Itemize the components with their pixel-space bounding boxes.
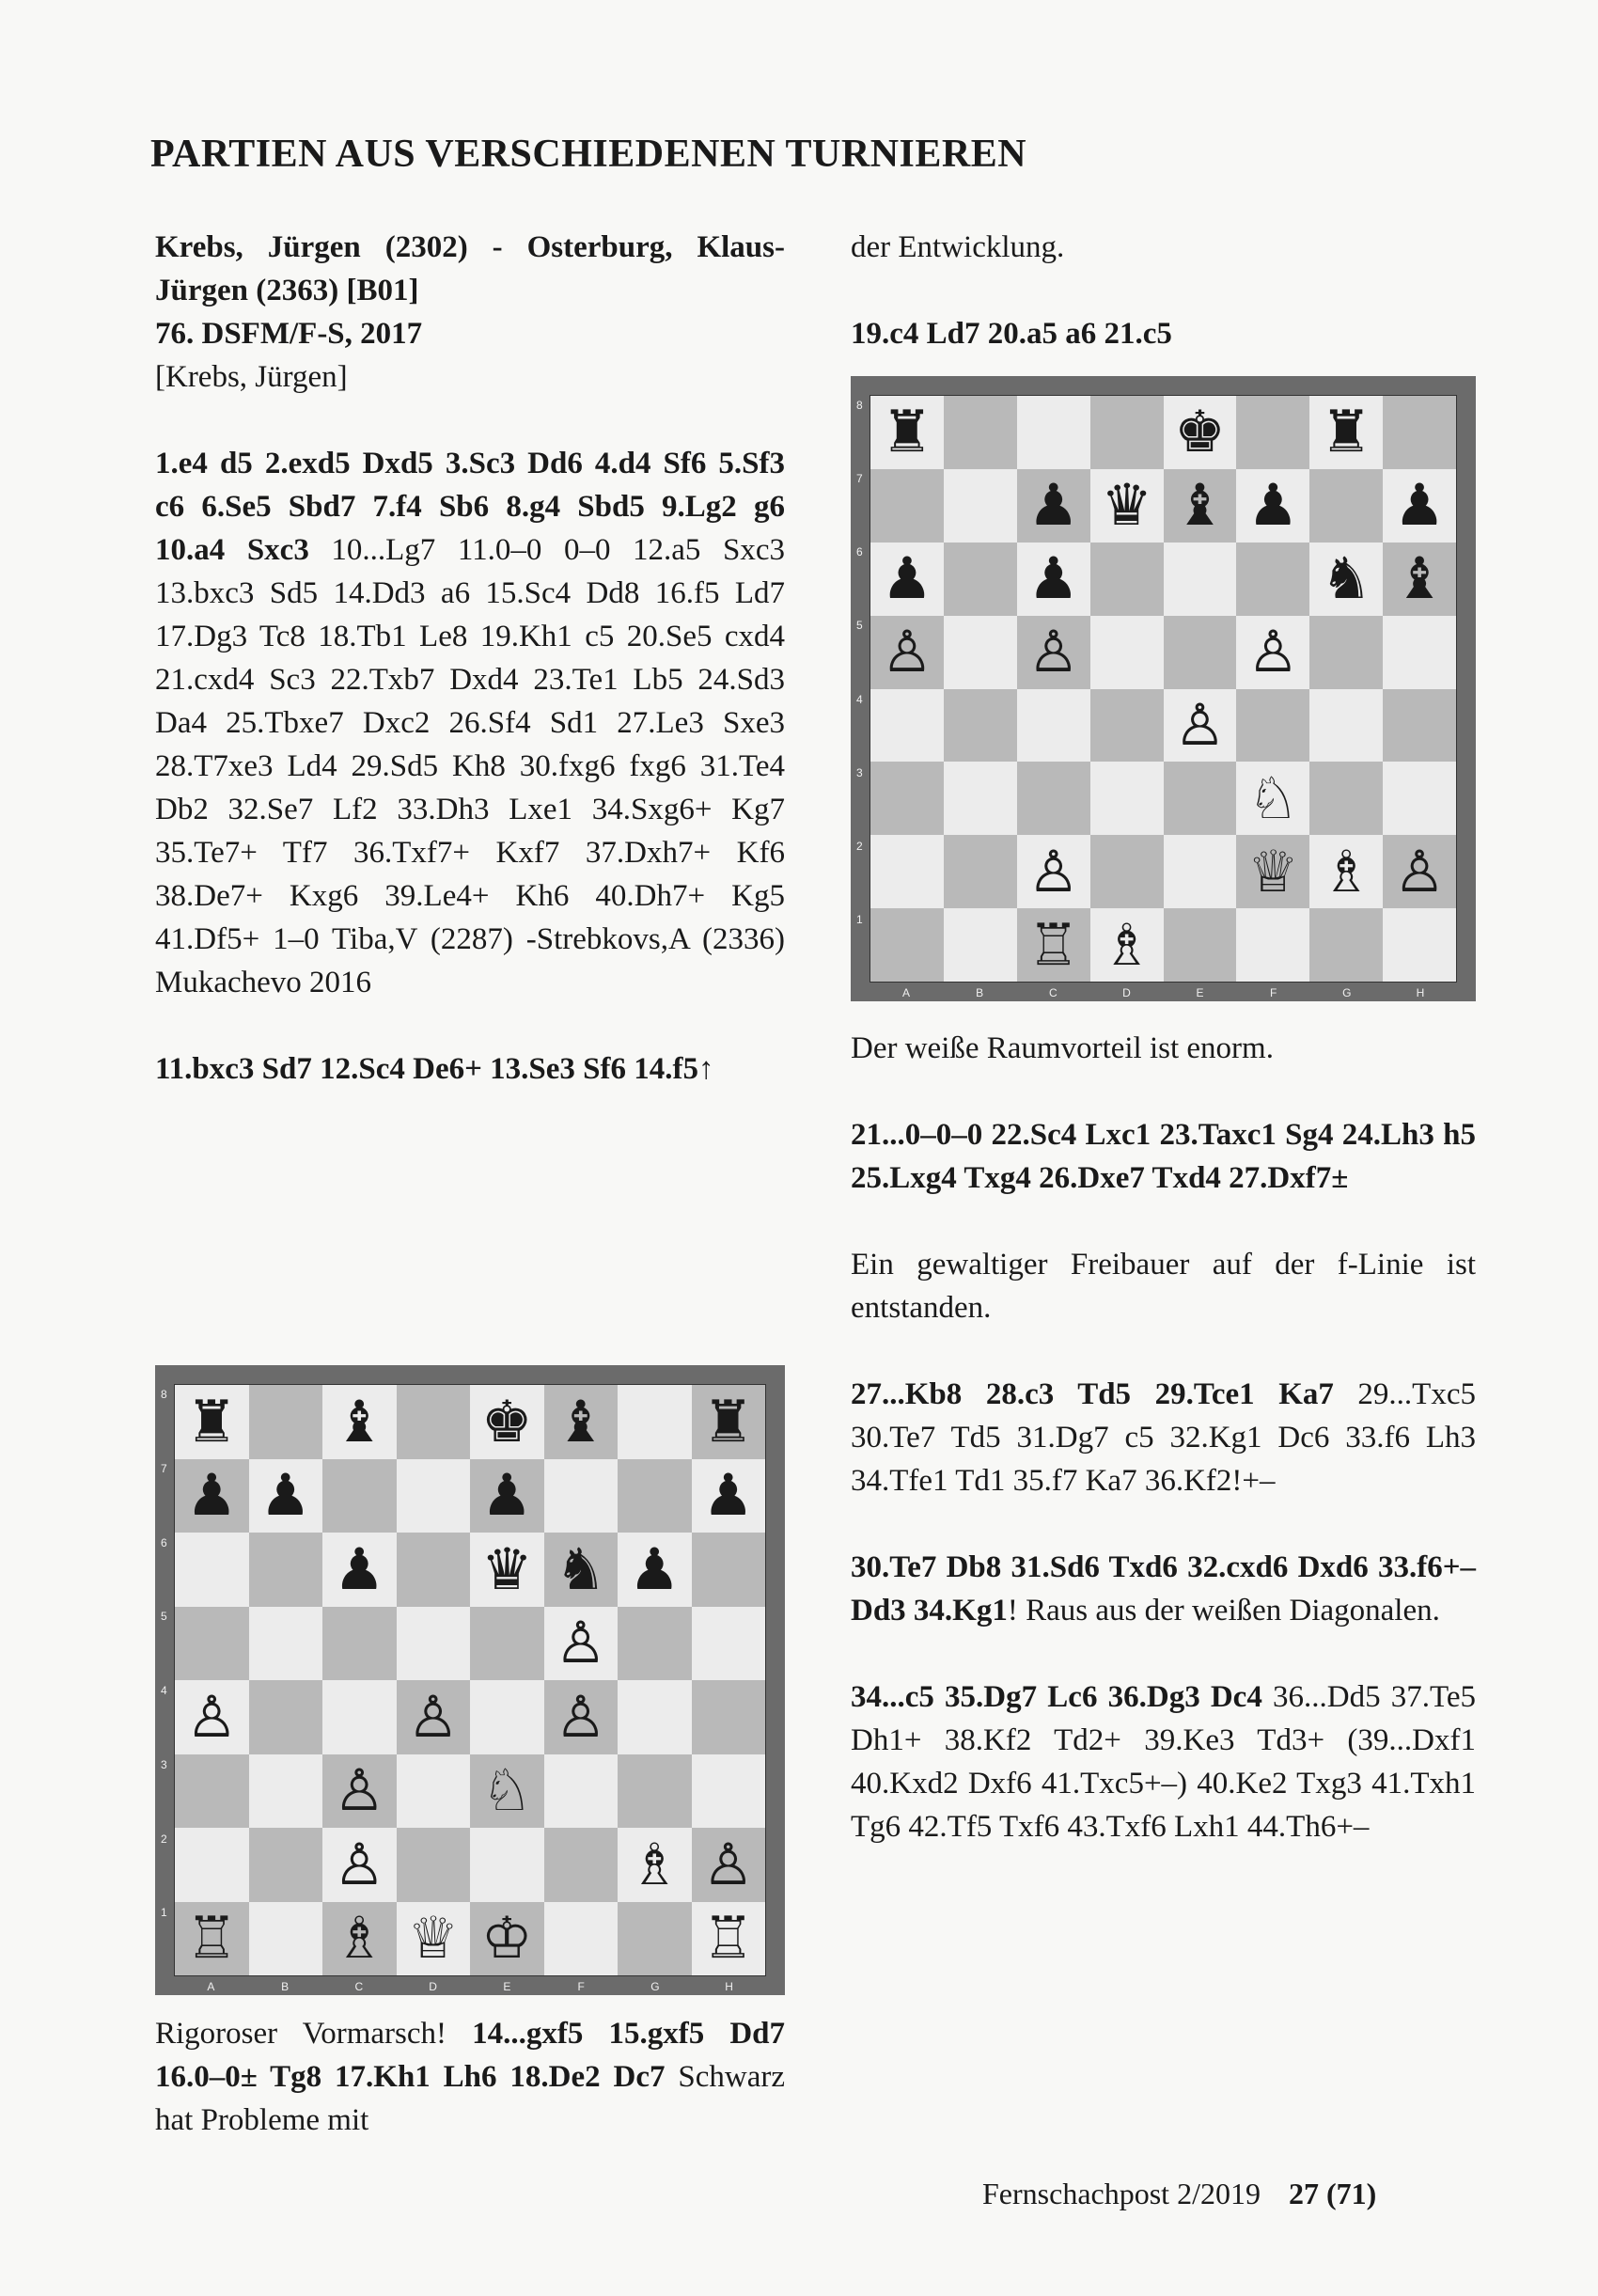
square-h5 [1383,616,1456,689]
white-pawn-icon: ♙ [1027,619,1080,686]
square-d8 [1090,396,1164,469]
square-b8 [944,396,1017,469]
file-label: D [1122,986,1131,999]
square-b4 [249,1680,323,1754]
square-h8 [1383,396,1456,469]
black-bishop-icon: ♝ [333,1388,385,1455]
square-b6 [944,543,1017,616]
square-f4 [1236,689,1309,763]
white-bishop-icon: ♗ [1320,838,1372,905]
white-rook-icon: ♖ [1027,911,1080,979]
square-b3 [944,762,1017,835]
moves-6-bold: 30.Te7 Db8 31.Sd6 Txd6 32.cxd6 Dxd6 33.f6+– Dd3 34.Kg1 [851,1550,1476,1628]
square-h7 [1383,469,1456,543]
comment-text-2: Schwarz hat Probleme mit [155,2060,785,2137]
square-a2 [870,835,944,908]
square-a8 [870,396,944,469]
rank-label: 3 [161,1757,167,1771]
rank-label: 5 [161,1610,167,1624]
square-c6 [322,1533,397,1607]
square-a2 [175,1828,249,1902]
square-d1 [1090,908,1164,982]
square-c8 [322,1385,397,1459]
square-a3 [175,1754,249,1829]
square-b2 [249,1828,323,1902]
square-e8 [470,1385,544,1459]
square-h2 [1383,835,1456,908]
square-e4 [470,1680,544,1754]
file-label: A [207,1980,215,1993]
square-c1 [1017,908,1090,982]
white-pawn-icon: ♙ [185,1683,238,1751]
rank-label: 1 [161,1906,167,1920]
square-a1 [175,1902,249,1976]
square-a6 [175,1533,249,1607]
right-column-top [851,226,1476,355]
square-b3 [249,1754,323,1829]
square-c6 [1017,543,1090,616]
rank-label: 4 [161,1684,167,1697]
file-label: B [281,1980,290,1993]
file-label: D [429,1980,437,1993]
black-queen-icon: ♛ [480,1535,533,1603]
square-a5 [870,616,944,689]
square-d5 [397,1607,471,1681]
square-a5 [175,1607,249,1681]
file-label: A [902,986,911,999]
black-king-icon: ♚ [480,1388,533,1455]
square-b5 [249,1607,323,1681]
moves-variation: 10...Lg7 11.0–0 0–0 12.a5 Sxc3 13.bxc3 Sd5 14.Dd3 a6 15.Sc4 Dd8 16.f5 Ld7 17.Dg3 Tc8 18.Tb1 Le8 19.Kh1 c5 20.Se5 cxd4 21.cxd4 Sc3 22.Txb7 Dxd4 23.Te1 Lb5 24.Sd3 Da4 25.Tbxe7 Dxc2 26.Sf4 Sd1 27.Le3 Sxe3 28.T7xe3 Ld4 29.Sd5 Kh8 30.fxg6 fxg6 31.Te4 Db2 32.Se7 Lf2 33.Dh3 Lxe1 34.Sxg6+ Kg7 35.Te7+ Tf7 36.Txf7+ Kxf7 37.Dxh7+ Kf6 38.De7+ Kxg6 39.Le4+ Kh6 40.Dh7+ Kg5 41.Df5+ 1–0 Tiba,V (2287) -Strebkovs,A (2336) Mukachevo 2016 [155,533,785,999]
square-e4 [1164,689,1237,763]
black-rook-icon: ♜ [881,399,933,466]
continuation: der Entwicklung. [851,230,1065,264]
square-d8 [397,1385,471,1459]
white-pawn-icon: ♙ [333,1757,385,1825]
page-heading: PARTIEN AUS VERSCHIEDENEN TURNIEREN [150,133,1027,176]
square-f5 [1236,616,1309,689]
square-g7 [618,1459,692,1533]
white-bishop-icon: ♗ [1101,911,1152,979]
square-f3 [544,1754,619,1829]
file-label: E [503,1980,511,1993]
square-f5 [544,1607,619,1681]
black-pawn-icon: ♟ [702,1462,755,1530]
square-d1 [397,1902,471,1976]
rank-label: 6 [856,545,863,559]
black-pawn-icon: ♟ [1027,545,1080,613]
comment-text: Rigoroser Vormarsch! [155,2017,473,2051]
board-grid [174,1384,766,1976]
page-number: 27 (71) [1288,2177,1377,2210]
moves-2: 11.bxc3 Sd7 12.Sc4 De6+ 13.Se3 Sf6 14.f5↑ [155,1052,714,1086]
file-label: C [354,1980,364,1993]
square-g7 [1309,469,1383,543]
square-h5 [692,1607,766,1681]
square-g4 [1309,689,1383,763]
journal-name: Fernschachpost 2/2019 [982,2177,1261,2210]
square-g1 [1309,908,1383,982]
square-e2 [470,1828,544,1902]
white-knight-icon: ♘ [1246,764,1299,832]
moves-6 [851,1546,1476,1632]
square-h1 [692,1902,766,1976]
square-g8 [618,1385,692,1459]
square-g2 [1309,835,1383,908]
square-g5 [1309,616,1383,689]
square-b1 [944,908,1017,982]
moves-3: 19.c4 Ld7 20.a5 a6 21.c5 [851,317,1172,351]
moves-5-variation: 29...Txc5 30.Te7 Td5 31.Dg7 c5 32.Kg1 Dc6 33.f6 Lh3 34.Tfe1 Td1 35.f7 Ka7 36.Kf2!+– [851,1377,1476,1498]
black-queen-icon: ♛ [1101,472,1152,540]
square-d3 [1090,762,1164,835]
white-pawn-icon: ♙ [702,1831,755,1898]
square-h6 [692,1533,766,1607]
moves-4: 21...0–0–0 22.Sc4 Lxc1 23.Taxc1 Sg4 24.Lh3 h5 25.Lxg4 Txg4 26.Dxe7 Txd4 27.Dxf7± [851,1118,1476,1195]
white-pawn-icon: ♙ [1246,619,1299,686]
rank-label: 6 [161,1535,167,1549]
square-h4 [1383,689,1456,763]
comment-1 [155,2012,785,2142]
square-b1 [249,1902,323,1976]
moves-bold: 1.e4 d5 2.exd5 Dxd5 3.Sc3 Dd6 4.d4 Sf6 5.Sf3 c6 6.Se5 Sbd7 7.f4 Sb6 8.g4 Sbd5 9.Lg2 g6 10.a4 Sxc3 [155,447,785,567]
square-f4 [544,1680,619,1754]
rank-label: 8 [856,399,863,412]
square-h4 [692,1680,766,1754]
file-label: C [1048,986,1058,999]
square-a6 [870,543,944,616]
black-pawn-icon: ♟ [1027,472,1080,540]
white-rook-icon: ♖ [185,1905,238,1973]
square-a1 [870,908,944,982]
square-a7 [870,469,944,543]
square-a4 [175,1680,249,1754]
square-d4 [397,1680,471,1754]
square-e8 [1164,396,1237,469]
square-b2 [944,835,1017,908]
square-f2 [544,1828,619,1902]
square-d7 [1090,469,1164,543]
rank-label: 2 [161,1832,167,1846]
square-e6 [1164,543,1237,616]
white-pawn-icon: ♙ [1393,838,1446,905]
square-c5 [1017,616,1090,689]
square-c4 [322,1680,397,1754]
file-label: F [1270,986,1277,999]
white-queen-icon: ♕ [407,1905,460,1973]
square-f6 [1236,543,1309,616]
square-b7 [944,469,1017,543]
black-pawn-icon: ♟ [259,1462,312,1530]
square-g4 [618,1680,692,1754]
white-pawn-icon: ♙ [881,619,933,686]
square-e6 [470,1533,544,1607]
square-b6 [249,1533,323,1607]
rank-label: 8 [161,1388,167,1401]
square-g2 [618,1828,692,1902]
square-c4 [1017,689,1090,763]
square-f2 [1236,835,1309,908]
white-king-icon: ♔ [480,1905,533,1973]
square-c3 [322,1754,397,1829]
square-g3 [618,1754,692,1829]
white-pawn-icon: ♙ [555,1610,607,1677]
left-column [155,226,785,1091]
white-pawn-icon: ♙ [333,1831,385,1898]
square-f1 [1236,908,1309,982]
black-pawn-icon: ♟ [333,1535,385,1603]
comment-2: Ein gewaltiger Freibauer auf der f-Linie ist entstanden. [851,1248,1476,1325]
rank-label: 4 [856,692,863,706]
square-c7 [1017,469,1090,543]
square-g6 [618,1533,692,1607]
white-bishop-icon: ♗ [333,1905,385,1973]
white-pawn-icon: ♙ [555,1683,607,1751]
rank-label: 1 [856,912,863,926]
black-knight-icon: ♞ [555,1535,607,1603]
black-knight-icon: ♞ [1320,545,1372,613]
black-pawn-icon: ♟ [480,1462,533,1530]
black-bishop-icon: ♝ [1174,472,1226,540]
square-h8 [692,1385,766,1459]
square-b4 [944,689,1017,763]
square-d6 [397,1533,471,1607]
square-f3 [1236,762,1309,835]
white-pawn-icon: ♙ [1027,838,1080,905]
square-e1 [1164,908,1237,982]
square-b5 [944,616,1017,689]
square-g5 [618,1607,692,1681]
square-f7 [544,1459,619,1533]
file-label: G [1342,986,1352,999]
moves-5-bold: 27...Kb8 28.c3 Td5 29.Tce1 Ka7 [851,1377,1334,1411]
square-h6 [1383,543,1456,616]
square-h1 [1383,908,1456,982]
file-labels [870,986,1457,999]
black-pawn-icon: ♟ [881,545,933,613]
black-pawn-icon: ♟ [628,1535,681,1603]
black-pawn-icon: ♟ [1393,472,1446,540]
black-king-icon: ♚ [1174,399,1226,466]
file-label: H [725,1980,733,1993]
chess-diagram-2 [851,376,1476,1001]
moves-bold-3: 14...gxf5 15.gxf5 Dd7 16.0–0± Tg8 17.Kh1 Lh6 18.De2 Dc7 [155,2017,785,2094]
white-pawn-icon: ♙ [407,1683,460,1751]
game-header: Krebs, Jürgen (2302) - Osterburg, Klaus-Jürgen (2363) [B01] [155,230,785,307]
black-bishop-icon: ♝ [555,1388,607,1455]
white-rook-icon: ♖ [702,1905,755,1973]
square-d5 [1090,616,1164,689]
square-h7 [692,1459,766,1533]
event-line: 76. DSFM/F-S, 2017 [155,317,423,351]
black-bishop-icon: ♝ [1393,545,1446,613]
file-label: G [650,1980,660,1993]
square-g1 [618,1902,692,1976]
moves-7-bold: 34...c5 35.Dg7 Lc6 36.Dg3 Dc4 [851,1680,1262,1714]
square-h2 [692,1828,766,1902]
moves-6-comment: ! Raus aus der weißen Diagonalen. [1007,1594,1440,1628]
moves-5 [851,1373,1476,1502]
square-c1 [322,1902,397,1976]
square-e5 [470,1607,544,1681]
square-e1 [470,1902,544,1976]
square-e2 [1164,835,1237,908]
square-f8 [1236,396,1309,469]
square-a4 [870,689,944,763]
file-label: H [1416,986,1425,999]
square-d2 [1090,835,1164,908]
page-footer [982,2177,1376,2211]
square-d6 [1090,543,1164,616]
file-label: F [577,1980,585,1993]
square-c3 [1017,762,1090,835]
black-pawn-icon: ♟ [1246,472,1299,540]
white-pawn-icon: ♙ [1174,691,1226,759]
moves-7 [851,1675,1476,1848]
square-a7 [175,1459,249,1533]
square-a3 [870,762,944,835]
square-d7 [397,1459,471,1533]
white-bishop-icon: ♗ [628,1831,681,1898]
chess-diagram-1 [155,1365,785,1995]
square-e7 [1164,469,1237,543]
main-moves [155,442,785,1004]
square-b8 [249,1385,323,1459]
square-d4 [1090,689,1164,763]
square-h3 [1383,762,1456,835]
square-c5 [322,1607,397,1681]
square-g6 [1309,543,1383,616]
rank-label: 5 [856,619,863,633]
left-column-bottom [155,2012,785,2142]
square-d3 [397,1754,471,1829]
rank-label: 2 [856,839,863,853]
file-label: B [976,986,984,999]
square-a8 [175,1385,249,1459]
annotator: [Krebs, Jürgen] [155,360,348,394]
diagram-caption: Der weiße Raumvorteil ist enorm. [851,1031,1274,1065]
rank-label: 7 [856,472,863,486]
black-pawn-icon: ♟ [185,1462,238,1530]
black-rook-icon: ♜ [702,1388,755,1455]
square-c8 [1017,396,1090,469]
square-f7 [1236,469,1309,543]
right-column-bottom [851,1027,1476,1848]
square-e3 [470,1754,544,1829]
square-e5 [1164,616,1237,689]
moves-7-variation: 36...Dd5 37.Te5 Dh1+ 38.Kf2 Td2+ 39.Ke3 Td3+ (39...Dxf1 40.Kxd2 Dxf6 41.Txc5+–) 40.Ke2 Txg3 41.Txh1 Tg6 42.Tf5 Txf6 43.Txf6 Lxh1 44.Th6+– [851,1680,1476,1844]
square-d2 [397,1828,471,1902]
rank-label: 7 [161,1461,167,1475]
file-labels [174,1980,766,1993]
square-b7 [249,1459,323,1533]
square-e7 [470,1459,544,1533]
black-rook-icon: ♜ [185,1388,238,1455]
board-grid [870,395,1457,983]
file-label: E [1196,986,1204,999]
square-c7 [322,1459,397,1533]
white-knight-icon: ♘ [480,1757,533,1825]
square-f8 [544,1385,619,1459]
square-g8 [1309,396,1383,469]
square-c2 [322,1828,397,1902]
square-h3 [692,1754,766,1829]
rank-label: 3 [856,765,863,779]
black-rook-icon: ♜ [1320,399,1372,466]
square-e3 [1164,762,1237,835]
square-f1 [544,1902,619,1976]
square-c2 [1017,835,1090,908]
square-g3 [1309,762,1383,835]
white-queen-icon: ♕ [1246,838,1299,905]
square-f6 [544,1533,619,1607]
